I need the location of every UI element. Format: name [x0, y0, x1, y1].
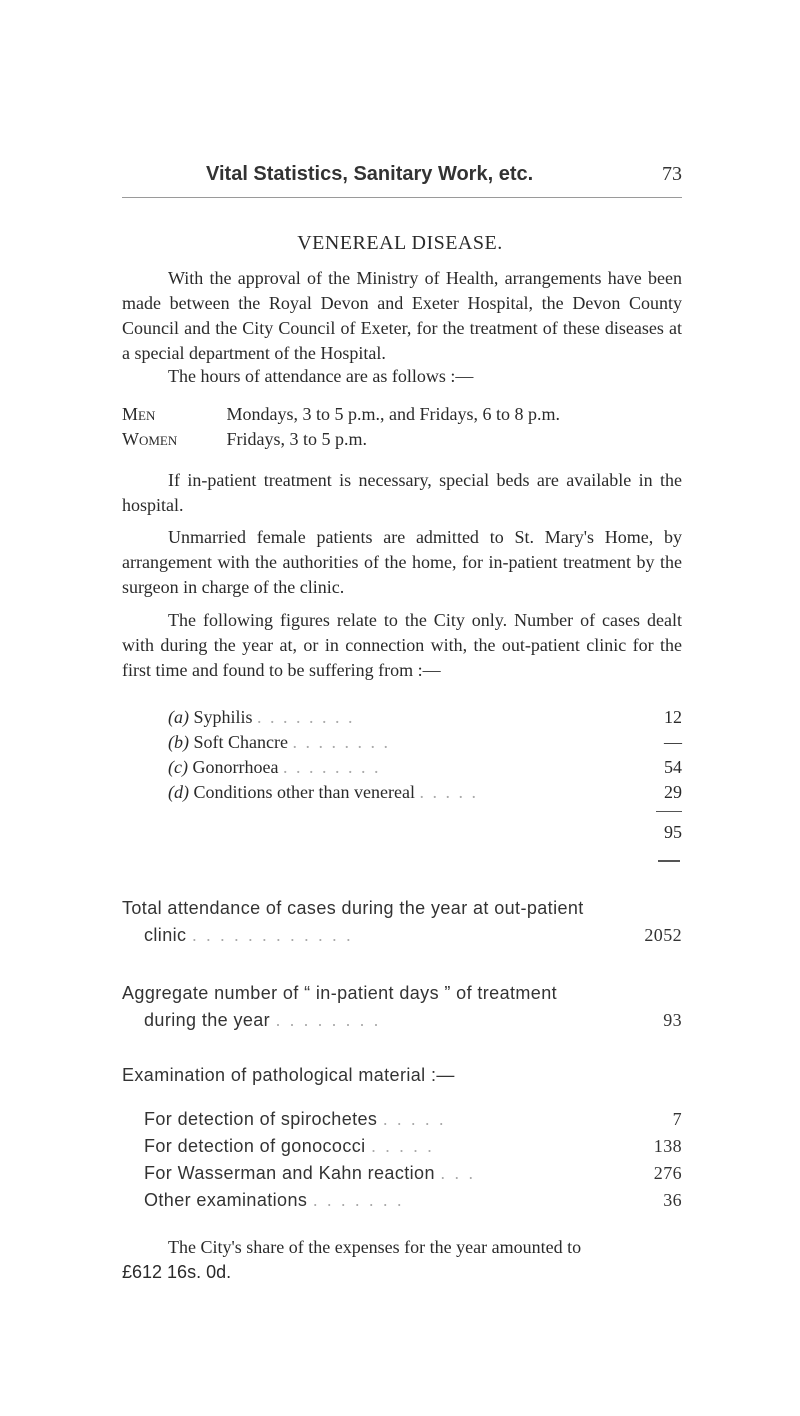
list-item: For detection of gonococci . . . . . 138	[144, 1136, 682, 1156]
list-item: (b) Soft Chancre . . . . . . . . —	[168, 732, 682, 752]
inpatient-days-label: during the year	[144, 1010, 271, 1030]
cases-total: 95	[664, 822, 682, 842]
attendance-line: clinic . . . . . . . . . . . . 2052	[144, 925, 682, 945]
case-count: 12	[664, 707, 682, 727]
hours-intro: The hours of attendance are as follows :—	[168, 366, 474, 386]
total-rule	[656, 811, 682, 812]
case-count: 29	[664, 782, 682, 802]
unmarried-paragraph: Unmarried female patients are admitted to St. Mary's Home, by arrangement with the authorities of the home, for in-patient treatment by the surgeon in charge of the clinic.	[122, 527, 682, 597]
hours-text: Mondays, 3 to 5 p.m., and Fridays, 6 to 8 p.m.	[226, 404, 560, 424]
list-item: (a) Syphilis . . . . . . . . 12	[168, 707, 682, 727]
hours-label: Women	[122, 429, 178, 449]
list-item: For detection of spirochetes . . . . . 7	[144, 1109, 682, 1129]
inpatient-days-text: Aggregate number of “ in-patient days ” of treatment	[122, 983, 558, 1003]
inpatient-paragraph: If in-patient treatment is necessary, special beds are available in the hospital.	[122, 470, 682, 515]
running-header	[206, 163, 682, 186]
inpatient-days-line: during the year . . . . . . . . 93	[144, 1010, 682, 1030]
exam-count: 276	[653, 1163, 682, 1183]
closing-paragraph	[122, 1235, 682, 1285]
examinations-heading: Examination of pathological material :—	[122, 1065, 455, 1085]
intro-paragraph: With the approval of the Ministry of Health, arrangements have been made between the Royal Devon and Exeter Hospital, the Devon County Council and the City Council of Exeter, for the treatment of these diseases at a special department of the Hospital.	[122, 268, 682, 363]
attendance-text: Total attendance of cases during the year at out-patient	[122, 898, 584, 918]
section-title: VENEREAL DISEASE.	[297, 232, 503, 254]
attendance-value: 2052	[644, 925, 682, 945]
case-count: 54	[664, 757, 682, 777]
exam-count: 36	[663, 1190, 682, 1210]
hours-text: Fridays, 3 to 5 p.m.	[226, 429, 368, 449]
inpatient-days-value: 93	[663, 1010, 682, 1030]
running-title: Vital Statistics, Sanitary Work, etc.	[206, 163, 534, 185]
exam-count: 7	[672, 1109, 682, 1129]
closing-text: The City's share of the expenses for the year amounted to	[168, 1237, 582, 1257]
attendance-block	[122, 898, 682, 952]
page-number: 73	[662, 163, 682, 185]
list-item: For Wasserman and Kahn reaction . . . 276	[144, 1163, 682, 1183]
hours-label: Men	[122, 404, 156, 424]
hours-men	[122, 404, 560, 425]
list-item: Other examinations . . . . . . . 36	[144, 1190, 682, 1210]
cases-list	[122, 707, 682, 807]
list-item: (d) Conditions other than venereal . . . . . 29	[168, 782, 682, 802]
closing-amount: £612 16s. 0d.	[122, 1262, 232, 1282]
cases-total-row	[122, 822, 682, 847]
exam-count: 138	[653, 1136, 682, 1156]
header-rule	[122, 197, 682, 198]
double-rule	[658, 860, 680, 862]
examinations-list	[122, 1109, 682, 1217]
case-count: —	[664, 732, 682, 752]
figures-paragraph: The following figures relate to the City only. Number of cases dealt with during the year at, or in connection with, the out-patient clinic for the first time and found to be suffering from :—	[122, 610, 682, 680]
hours-women	[122, 429, 367, 450]
list-item: (c) Gonorrhoea . . . . . . . . 54	[168, 757, 682, 777]
inpatient-days-block	[122, 983, 682, 1037]
attendance-label: clinic	[144, 925, 187, 945]
